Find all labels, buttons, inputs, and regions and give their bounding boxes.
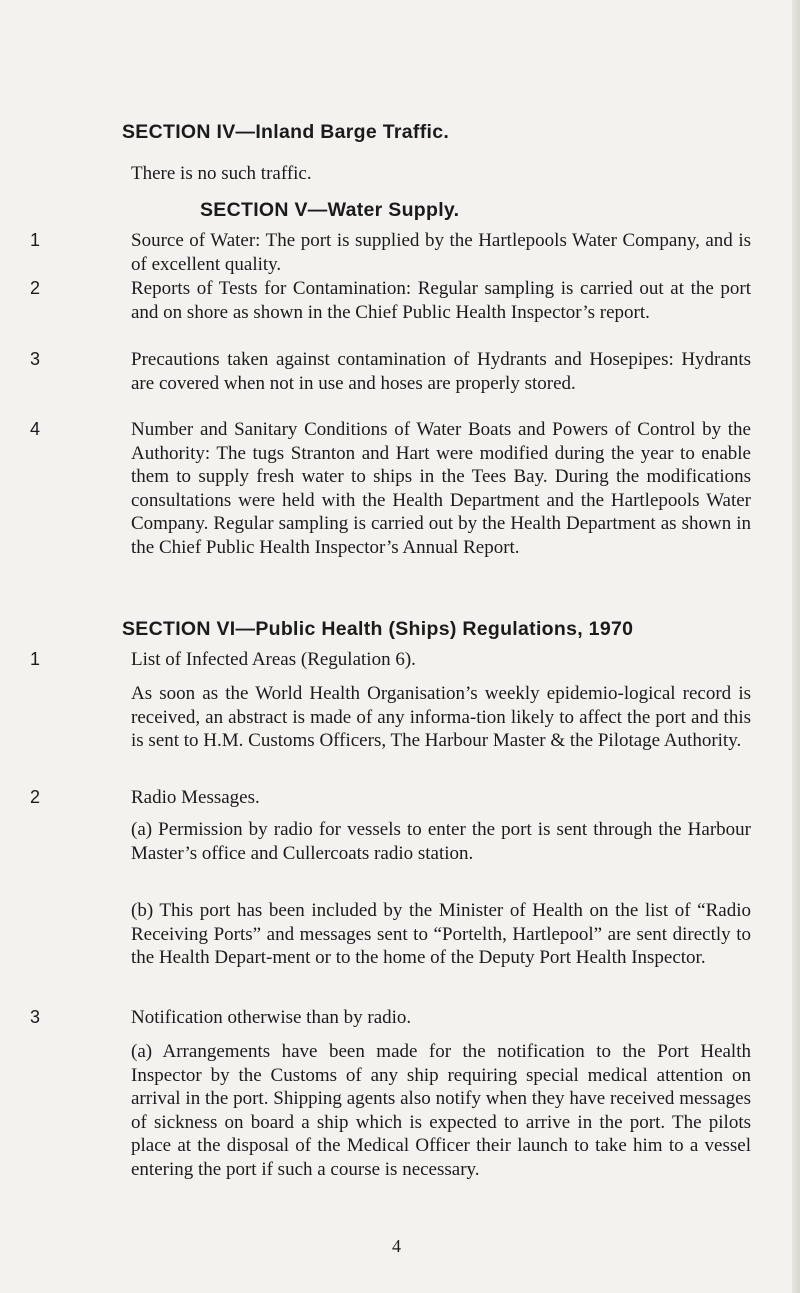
section-6-item-3-title: Notification otherwise than by radio. — [131, 1007, 412, 1028]
page-number: 4 — [392, 1236, 401, 1256]
item-number: 2 — [30, 278, 41, 298]
item-number: 1 — [30, 230, 41, 250]
section-4-text: There is no such traffic. — [131, 163, 312, 184]
section-5-item-4: Number and Sanitary Conditions of Water Boats and Powers of Control by the Authority: The tugs Stranton and Hart were modified during the year to enable them to supply fresh water to ships in the Tees Bay. During the modifications consultations were held with the Health Department and the Hartlepools Water Company. Regular sampling is carried out by the Health Department as shown in the Chief Public Health Inspector’s Annual Report. — [131, 419, 751, 558]
section-5-heading: SECTION V—Water Supply. — [200, 199, 460, 221]
section-6-item-2-title: Radio Messages. — [131, 787, 260, 808]
item-number: 3 — [30, 1007, 41, 1027]
item-number: 1 — [30, 649, 41, 669]
section-6-heading: SECTION VI—Public Health (Ships) Regulations, 1970 — [122, 618, 634, 640]
item-number: 4 — [30, 419, 41, 439]
section-6-item-1-title: List of Infected Areas (Regulation 6). — [131, 649, 416, 670]
section-5-item-1: Source of Water: The port is supplied by the Hartlepools Water Company, and is of excellent quality. — [131, 230, 751, 275]
section-6-item-2-a: (a) Permission by radio for vessels to enter the port is sent through the Harbour Master’s office and Cullercoats radio station. — [131, 819, 751, 864]
page-edge — [792, 0, 800, 1293]
section-6-item-1-text: As soon as the World Health Organisation’s weekly epidemio-logical record is received, an abstract is made of any informa-tion likely to affect the port and this is sent to H.M. Customs Officers, The Harbour Master & the Pilotage Authority. — [131, 683, 751, 752]
section-4-heading: SECTION IV—Inland Barge Traffic. — [122, 121, 450, 143]
section-5-item-2: Reports of Tests for Contamination: Regular sampling is carried out at the port and on shore as shown in the Chief Public Health Inspector’s report. — [131, 278, 751, 323]
section-6-item-3-a: (a) Arrangements have been made for the notification to the Port Health Inspector by the Customs of any ship requiring special medical attention on arrival in the port. Shipping agents also notify when they have received messages of sickness on board a ship which is expected to arrive in the port. The pilots place at the disposal of the Medical Officer their launch to take him to a vessel entering the port if such a course is necessary. — [131, 1041, 751, 1180]
section-6-item-2-b: (b) This port has been included by the Minister of Health on the list of “Radio Receiving Ports” and messages sent to “Portelth, Hartlepool” are sent directly to the Health Depart-ment or to the home of the Deputy Port Health Inspector. — [131, 900, 751, 969]
item-number: 3 — [30, 349, 41, 369]
section-5-item-3: Precautions taken against contamination of Hydrants and Hosepipes: Hydrants are covered when not in use and hoses are properly stored. — [131, 349, 751, 394]
item-number: 2 — [30, 787, 41, 807]
